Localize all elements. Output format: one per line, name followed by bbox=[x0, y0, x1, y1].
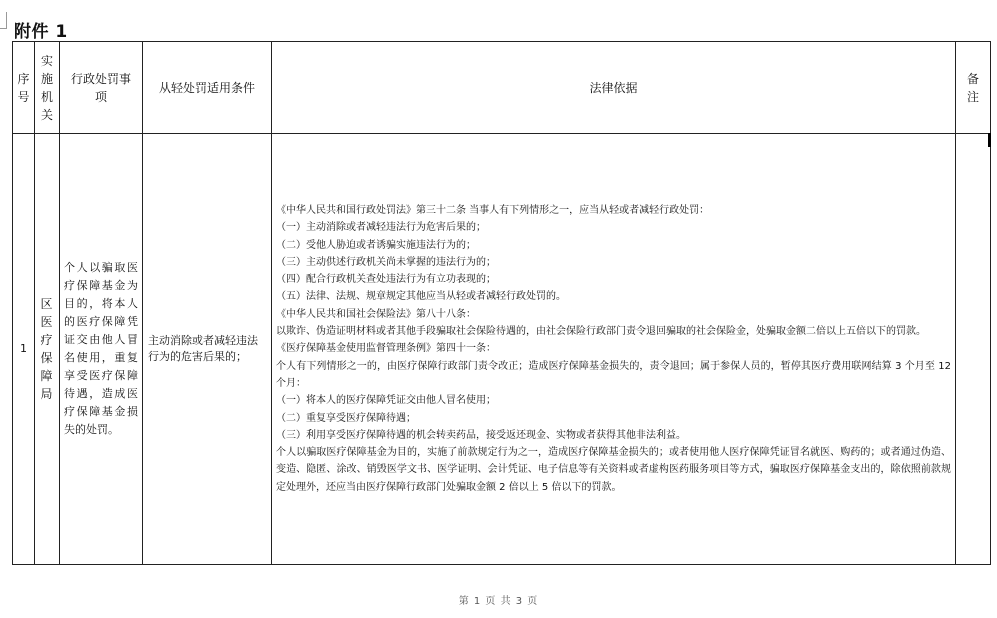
penalty-table bbox=[12, 41, 991, 565]
legal-basis-line: （一）将本人的医疗保障凭证交由他人冒名使用； bbox=[276, 395, 496, 407]
legal-basis-line: 个人有下列情形之一的，由医疗保障行政部门责令改正；造成医疗保障基金损失的，责令退回；属于参保人员的，暂停其医疗费用联网结算 3 个月至 12 个月： bbox=[276, 360, 951, 389]
legal-basis-line: 《医疗保障基金使用监督管理条例》第四十一条： bbox=[276, 343, 496, 355]
legal-basis-line: （五）法律、法规、规章规定其他应当从轻或者减轻行政处罚的。 bbox=[276, 291, 566, 303]
row-agency: 区医疗保障局 bbox=[35, 134, 60, 565]
row-legal-basis bbox=[272, 134, 956, 565]
legal-basis-text bbox=[272, 202, 955, 496]
header-basis: 法律依据 bbox=[272, 42, 956, 134]
row-remarks bbox=[956, 134, 991, 565]
header-condition: 从轻处罚适用条件 bbox=[143, 42, 272, 134]
legal-basis-line: （二）重复享受医疗保障待遇； bbox=[276, 412, 416, 424]
table-header-row bbox=[13, 42, 991, 134]
header-item: 行政处罚事项 bbox=[60, 42, 143, 134]
text-cursor bbox=[988, 133, 991, 147]
header-remarks: 备注 bbox=[956, 42, 991, 134]
attachment-title: 附件 1 bbox=[14, 22, 68, 42]
legal-basis-line: （三）主动供述行政机关尚未掌握的违法行为的； bbox=[276, 256, 496, 268]
legal-basis-line: 以欺诈、伪造证明材料或者其他手段骗取社会保险待遇的，由社会保险行政部门责令退回骗取的社会保险金，处骗取金额二倍以上五倍以下的罚款。 bbox=[276, 326, 926, 338]
legal-basis-line: （一）主动消除或者减轻违法行为危害后果的； bbox=[276, 222, 486, 234]
legal-basis-line: （三）利用享受医疗保障待遇的机会转卖药品，接受返还现金、实物或者获得其他非法利益。 bbox=[276, 429, 686, 441]
legal-basis-line: 个人以骗取医疗保障基金为目的，实施了前款规定行为之一，造成医疗保障基金损失的；或者使用他人医疗保障凭证冒名就医、购药的；或者通过伪造、变造、隐匿、涂改、销毁医学文书、医学证明、会计凭证、电子信息等有关资料或者虚构医药服务项目等方式，骗取医疗保障基金支出的，除依照前款规定处理外，还应当由医疗保障行政部门处骗取金额 2 倍以上 5 倍以下的罚款。 bbox=[276, 447, 951, 493]
row-condition: 主动消除或者减轻违法行为的危害后果的； bbox=[143, 134, 272, 565]
legal-basis-line: 《中华人民共和国社会保险法》第八十八条： bbox=[276, 308, 476, 320]
legal-basis-line: （四）配合行政机关查处违法行为有立功表现的； bbox=[276, 274, 496, 286]
legal-basis-line: 《中华人民共和国行政处罚法》第三十二条 当事人有下列情形之一，应当从轻或者减轻行政处罚： bbox=[276, 204, 710, 216]
page-corner-mark bbox=[0, 12, 7, 29]
header-agency: 实施机关 bbox=[35, 42, 60, 134]
page-number-footer: 第 1 页 共 3 页 bbox=[458, 596, 539, 607]
legal-basis-line: （二）受他人胁迫或者诱骗实施违法行为的； bbox=[276, 239, 476, 251]
header-index: 序号 bbox=[13, 42, 35, 134]
row-index: 1 bbox=[13, 134, 35, 565]
table-row bbox=[13, 134, 991, 565]
row-item: 个人以骗取医疗保障基金为目的，将本人的医疗保障凭证交由他人冒名使用，重复享受医疗保障待遇，造成医疗保障基金损失的处罚。 bbox=[60, 134, 143, 565]
